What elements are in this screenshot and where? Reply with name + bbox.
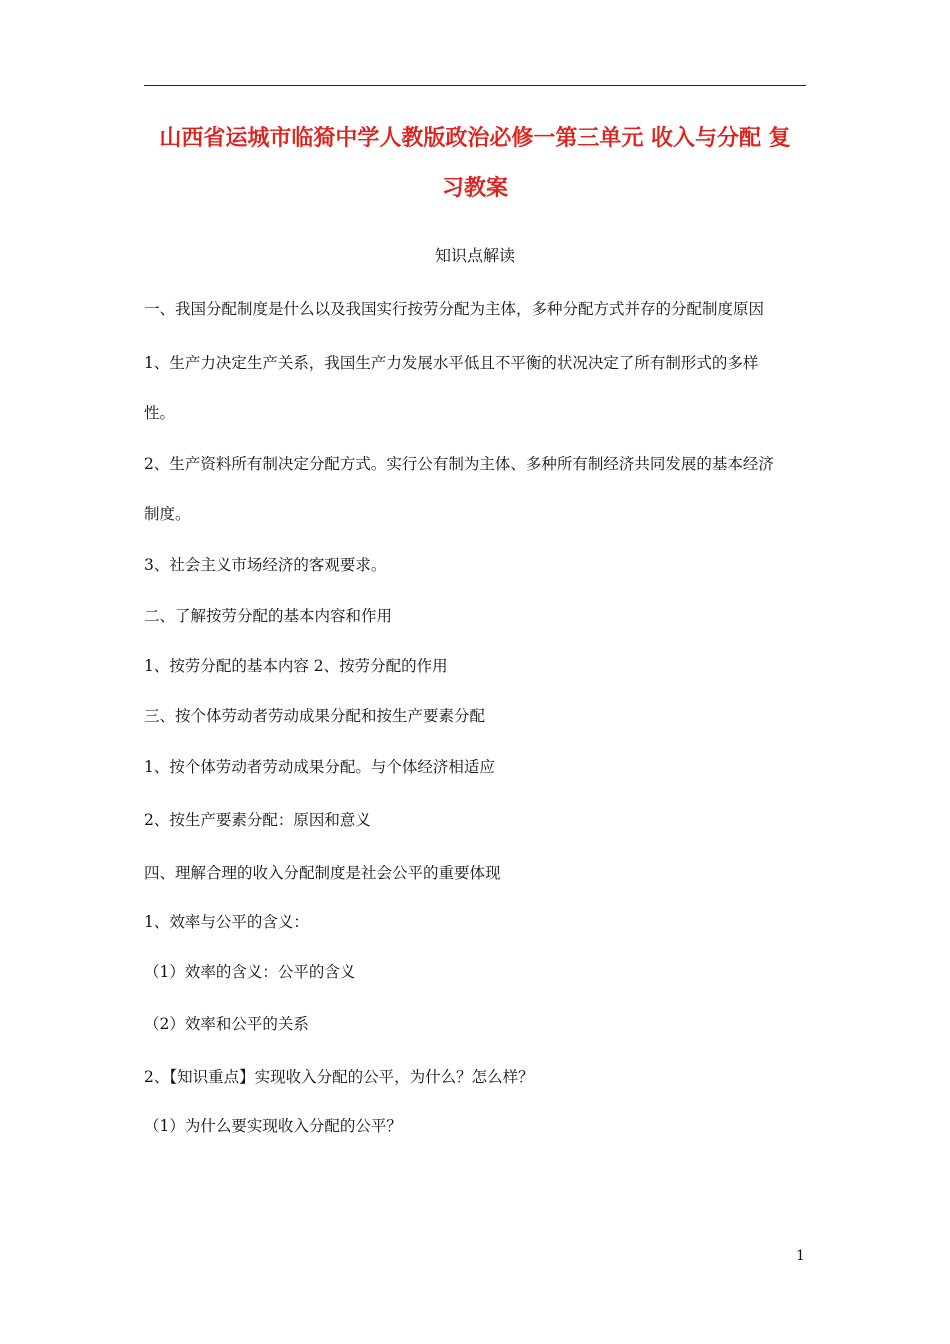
body-line: （1）效率的含义：公平的含义 xyxy=(144,963,356,981)
document-title xyxy=(144,114,806,214)
body-line: 3、社会主义市场经济的客观要求。 xyxy=(144,556,387,574)
body-line: 2、按生产要素分配：原因和意义 xyxy=(144,811,371,829)
body-line: （1）为什么要实现收入分配的公平？ xyxy=(144,1117,402,1135)
body-line: 2、【知识重点】实现收入分配的公平，为什么？怎么样？ xyxy=(144,1068,534,1086)
section-heading: 知识点解读 xyxy=(434,246,515,265)
title-line-2: 习教案 xyxy=(441,176,508,201)
body-line: 二、了解按劳分配的基本内容和作用 xyxy=(144,607,393,625)
body-line: 1、按劳分配的基本内容 2、按劳分配的作用 xyxy=(144,657,448,675)
body-line: 三、按个体劳动者劳动成果分配和按生产要素分配 xyxy=(144,707,486,725)
header-rule xyxy=(144,85,806,86)
body-line: 制度。 xyxy=(144,505,191,523)
body-line: 1、生产力决定生产关系，我国生产力发展水平低且不平衡的状况决定了所有制形式的多样 xyxy=(144,354,759,372)
body-line: 1、效率与公平的含义： xyxy=(144,913,309,931)
body-line: （2）效率和公平的关系 xyxy=(144,1015,309,1033)
body-line: 1、按个体劳动者劳动成果分配。与个体经济相适应 xyxy=(144,758,495,776)
body-line: 一、我国分配制度是什么以及我国实行按劳分配为主体，多种分配方式并存的分配制度原因 xyxy=(144,300,765,318)
body-line: 四、理解合理的收入分配制度是社会公平的重要体现 xyxy=(144,864,501,882)
page-number: 1 xyxy=(796,1248,805,1264)
title-line-1: 山西省运城市临猗中学人教版政治必修一第三单元 收入与分配 复 xyxy=(159,126,791,151)
body-line: 2、生产资料所有制决定分配方式。实行公有制为主体、多种所有制经济共同发展的基本经济 xyxy=(144,455,774,473)
body-line: 性。 xyxy=(144,404,176,422)
